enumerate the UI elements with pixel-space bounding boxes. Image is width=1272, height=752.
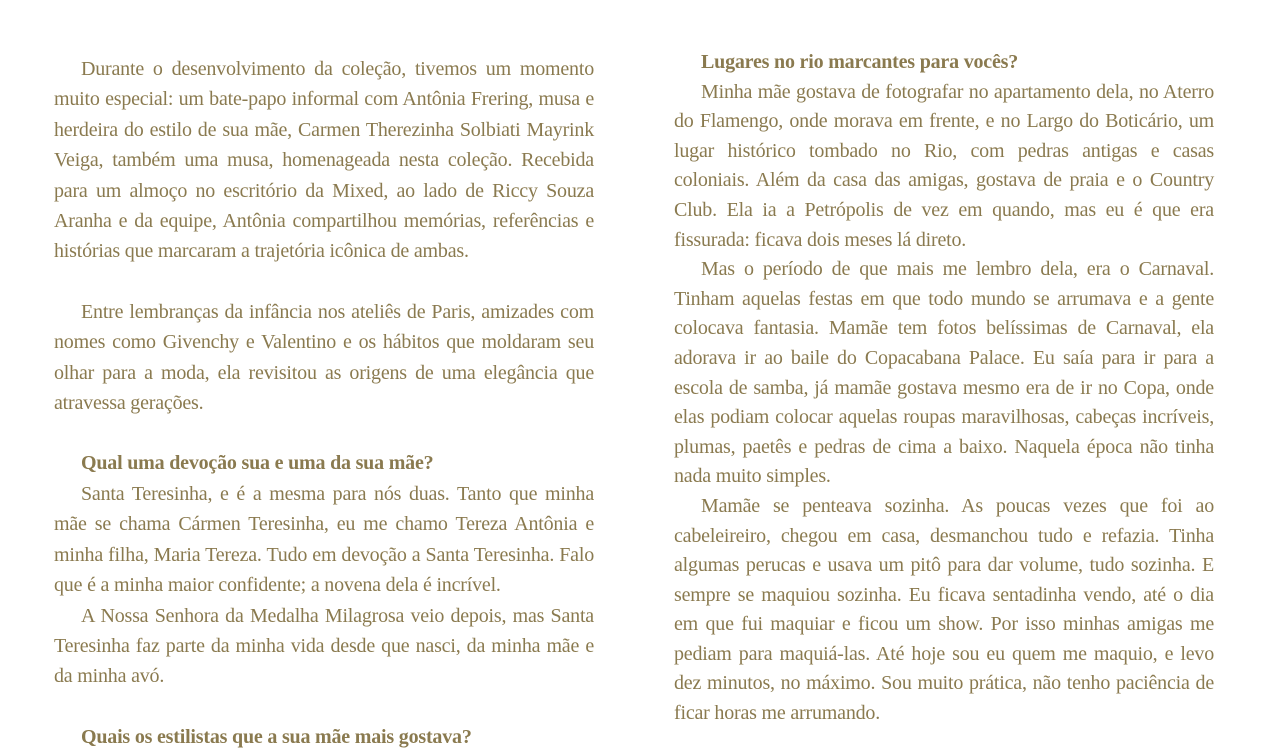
answer-makeup: Mamãe se penteava sozinha. As poucas vezes que foi ao cabeleireiro, chegou em casa, desmanchou tudo e refazia. Tinha algumas perucas e usava um pitô para dar volume, tudo sozinha. E sempre se maquiou sozinha. Eu ficava sentadinha vendo, até o dia em que fui maquiar e ficou um show. Por isso minhas amigas me pediam para maquiá-las. Até hoje sou eu quem me maquio, e levo dez minutos, no máximo. Sou muito prática, não tenho paciência de ficar horas me arrumando. <box>674 494 1214 725</box>
question-stylists: Quais os estilistas que a sua mãe mais gostava? <box>81 725 472 748</box>
intro-paragraph: Durante o desenvolvimento da coleção, tivemos um momento muito especial: um bate-papo informal com Antônia Frering, musa e herdeira do estilo de sua mãe, Carmen Therezinha Solbiati Mayrink Veiga, também uma musa, homenageada nesta coleção. Recebida para um almoço no escritório da Mixed, ao lado de Riccy Souza Aranha e da equipe, Antônia compartilhou memórias, referências e histórias que marcaram a trajetória icônica de ambas. <box>54 58 594 263</box>
context-paragraph: Entre lembranças da infância nos ateliês de Paris, amizades com nomes como Givenchy e Valentino e os hábitos que moldaram seu olhar para a moda, ela revisitou as origens de uma elegância que atravessa gerações. <box>54 300 594 415</box>
answer-carnival: Mas o período de que mais me lembro dela, era o Carnaval. Tinham aquelas festas em que todo mundo se arrumava e a gente colocava fantasia. Mamãe tem fotos belíssimas de Carnaval, ela adorava ir ao baile do Copacabana Palace. Eu saía para ir para a escola de samba, já mamãe gostava mesmo era de ir no Copa, onde elas podiam colocar aquelas roupas maravilhosas, cabeças incríveis, plumas, paetês e pedras de cima a baixo. Naquela época não tinha nada muito simples. <box>674 258 1214 488</box>
paragraph-gap <box>54 267 594 297</box>
answer-devotion: Santa Teresinha, e é a mesma para nós duas. Tanto que minha mãe se chama Cármen Teresinha, eu me chamo Tereza Antônia e minha filha, Maria Tereza. Tudo em devoção a Santa Teresinha. Falo que é a minha maior confidente; a novena dela é incrível. <box>54 482 594 597</box>
answer-devotion-continued: A Nossa Senhora da Medalha Milagrosa veio depois, mas Santa Teresinha faz parte da minha vida desde que nasci, da minha mãe e da minha avó. <box>54 604 594 688</box>
right-column <box>674 48 1214 729</box>
paragraph-gap <box>54 692 594 722</box>
question-places: Lugares no rio marcantes para vocês? <box>701 51 1019 73</box>
paragraph-gap <box>54 418 594 448</box>
question-devotion: Qual uma devoção sua e uma da sua mãe? <box>81 452 434 475</box>
answer-places: Minha mãe gostava de fotografar no apartamento dela, no Aterro do Flamengo, onde morava em frente, e no Largo do Boticário, um lugar histórico tombado no Rio, com pedras antigas e casas coloniais. Além da casa das amigas, gostava de praia e o Country Club. Ela ia a Petrópolis de vez em quando, mas eu é que era fissurada: ficava dois meses lá direto. <box>674 80 1214 251</box>
left-column <box>54 54 594 752</box>
